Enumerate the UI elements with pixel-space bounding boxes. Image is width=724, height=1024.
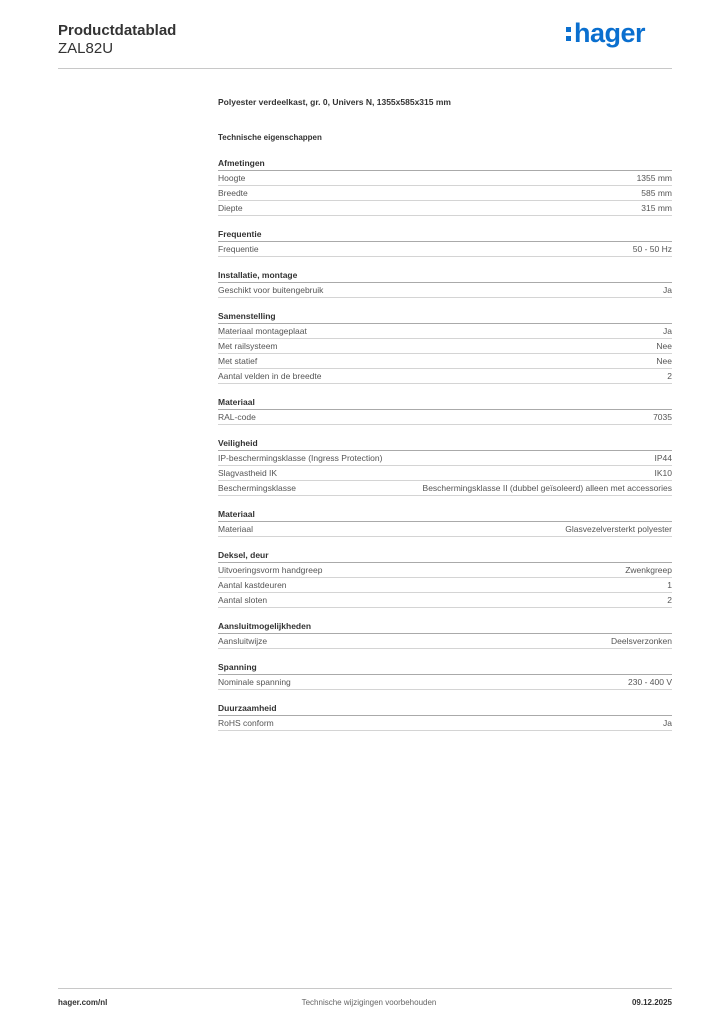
spec-section <box>218 266 672 298</box>
section-title: Frequentie <box>218 225 672 242</box>
spec-row <box>218 186 672 201</box>
spec-section <box>218 225 672 257</box>
spec-value: Deelsverzonken <box>611 636 672 646</box>
spec-row <box>218 578 672 593</box>
hager-logo <box>566 18 645 49</box>
datasheet-content <box>218 97 672 740</box>
spec-value: Ja <box>663 285 672 295</box>
spec-value: IP44 <box>654 453 672 463</box>
spec-section <box>218 307 672 384</box>
logo-dots-icon <box>566 27 571 45</box>
spec-row <box>218 716 672 731</box>
spec-label: Breedte <box>218 188 248 198</box>
spec-row <box>218 410 672 425</box>
section-title: Deksel, deur <box>218 546 672 563</box>
spec-label: Nominale spanning <box>218 677 291 687</box>
spec-section <box>218 617 672 649</box>
spec-value: Glasvezelversterkt polyester <box>565 524 672 534</box>
spec-value: Beschermingsklasse II (dubbel geïsoleerd) alleen met accessories <box>422 483 672 493</box>
spec-row <box>218 171 672 186</box>
spec-value: 1355 mm <box>636 173 672 183</box>
spec-section <box>218 699 672 731</box>
spec-label: IP-beschermingsklasse (Ingress Protection) <box>218 453 383 463</box>
spec-value: 315 mm <box>641 203 672 213</box>
footer-disclaimer: Technische wijzigingen voorbehouden <box>301 998 437 1007</box>
spec-label: RoHS conform <box>218 718 274 728</box>
spec-section <box>218 393 672 425</box>
section-title: Installatie, montage <box>218 266 672 283</box>
spec-value: 585 mm <box>641 188 672 198</box>
header-title: Productdatablad <box>58 22 177 39</box>
section-title: Spanning <box>218 658 672 675</box>
section-title: Samenstelling <box>218 307 672 324</box>
spec-label: Geschikt voor buitengebruik <box>218 285 324 295</box>
spec-label: Diepte <box>218 203 243 213</box>
spec-value: Nee <box>656 341 672 351</box>
spec-value: Ja <box>663 718 672 728</box>
spec-section <box>218 505 672 537</box>
spec-value: 2 <box>667 595 672 605</box>
spec-row <box>218 201 672 216</box>
spec-row <box>218 466 672 481</box>
section-title: Materiaal <box>218 393 672 410</box>
spec-value: Zwenkgreep <box>625 565 672 575</box>
product-description: Polyester verdeelkast, gr. 0, Univers N, 1355x585x315 mm <box>218 97 451 107</box>
spec-label: Uitvoeringsvorm handgreep <box>218 565 323 575</box>
tech-heading: Technische eigenschappen <box>218 133 322 142</box>
spec-row <box>218 634 672 649</box>
spec-label: Met railsysteem <box>218 341 278 351</box>
spec-sections <box>218 154 672 731</box>
spec-label: Aantal sloten <box>218 595 268 605</box>
spec-value: Ja <box>663 326 672 336</box>
footer-divider <box>58 988 672 989</box>
spec-row <box>218 451 672 466</box>
section-title: Afmetingen <box>218 154 672 171</box>
spec-label: Frequentie <box>218 244 259 254</box>
spec-label: Aansluitwijze <box>218 636 268 646</box>
spec-value: 2 <box>667 371 672 381</box>
spec-row <box>218 324 672 339</box>
spec-row <box>218 283 672 298</box>
spec-row <box>218 593 672 608</box>
spec-value: 50 - 50 Hz <box>632 244 672 254</box>
footer-website[interactable]: hager.com/nl <box>58 998 108 1007</box>
section-title: Aansluitmogelijkheden <box>218 617 672 634</box>
spec-value: 7035 <box>653 412 672 422</box>
spec-label: Materiaal <box>218 524 253 534</box>
spec-label: Materiaal montageplaat <box>218 326 307 336</box>
header-divider <box>58 68 672 69</box>
section-title: Veiligheid <box>218 434 672 451</box>
spec-row <box>218 481 672 496</box>
spec-value: IK10 <box>654 468 672 478</box>
spec-row <box>218 522 672 537</box>
spec-label: RAL-code <box>218 412 256 422</box>
spec-label: Slagvastheid IK <box>218 468 278 478</box>
spec-value: 1 <box>667 580 672 590</box>
spec-row <box>218 675 672 690</box>
spec-value: Nee <box>656 356 672 366</box>
spec-row <box>218 339 672 354</box>
spec-section <box>218 154 672 216</box>
footer-date: 09.12.2025 <box>631 998 672 1007</box>
spec-label: Aantal velden in de breedte <box>218 371 322 381</box>
spec-label: Beschermingsklasse <box>218 483 296 493</box>
spec-section <box>218 434 672 496</box>
spec-label: Hoogte <box>218 173 246 183</box>
spec-section <box>218 546 672 608</box>
spec-value: 230 - 400 V <box>628 677 672 687</box>
section-title: Materiaal <box>218 505 672 522</box>
spec-section <box>218 658 672 690</box>
spec-row <box>218 354 672 369</box>
spec-row <box>218 242 672 257</box>
spec-row <box>218 369 672 384</box>
section-title: Duurzaamheid <box>218 699 672 716</box>
spec-label: Aantal kastdeuren <box>218 580 287 590</box>
spec-row <box>218 563 672 578</box>
spec-label: Met statief <box>218 356 258 366</box>
logo-text: hager <box>574 18 646 48</box>
product-code: ZAL82U <box>58 40 114 57</box>
